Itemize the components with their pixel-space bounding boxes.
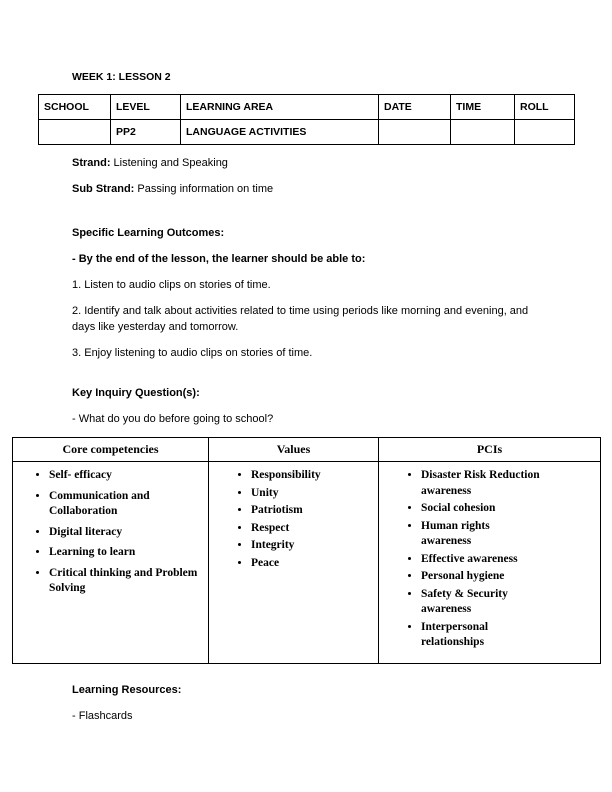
list-item: • Personal hygiene: [421, 569, 541, 585]
strand-line: [72, 155, 548, 171]
list-item: • Social cohesion: [421, 501, 541, 517]
list-item: • Peace: [251, 556, 376, 572]
list-item: • Safety & Security awareness: [421, 587, 541, 618]
header-roll: ROLL: [515, 95, 575, 120]
outcome-item-3: 3. Enjoy listening to audio clips on stories of time.: [72, 347, 313, 359]
key-inquiry-question: - What do you do before going to school?: [72, 413, 274, 425]
lesson-title: WEEK 1: LESSON 2: [72, 71, 171, 83]
outcome-item-1: 1. Listen to audio clips on stories of time.: [72, 279, 271, 291]
cell-level: PP2: [111, 120, 181, 145]
list-item: • Disaster Risk Reduction awareness: [421, 468, 541, 499]
core-competencies-cell: [13, 462, 209, 664]
header-learning-area: LEARNING AREA: [181, 95, 379, 120]
header-school: SCHOOL: [39, 95, 111, 120]
list-item: • Self- efficacy: [49, 468, 206, 484]
sub-strand-value: Passing information on time: [134, 183, 274, 195]
cell-school: [39, 120, 111, 145]
cell-time: [451, 120, 515, 145]
info-table-value-row: [39, 120, 575, 145]
pcis-list: [381, 468, 598, 651]
header-values: Values: [209, 438, 379, 462]
key-inquiry-heading: Key Inquiry Question(s):: [72, 387, 200, 399]
learning-resources-item: - Flashcards: [72, 709, 133, 722]
strand-value: Listening and Speaking: [110, 157, 228, 169]
list-item: • Critical thinking and Problem Solving: [49, 566, 206, 597]
header-time: TIME: [451, 95, 515, 120]
pcis-cell: [379, 462, 601, 664]
cell-date: [379, 120, 451, 145]
list-item: • Respect: [251, 521, 376, 537]
lesson-info-table: [38, 94, 575, 145]
values-cell: [209, 462, 379, 664]
values-list: [211, 468, 376, 571]
cell-roll: [515, 120, 575, 145]
competency-table-header-row: [13, 438, 601, 462]
header-level: LEVEL: [111, 95, 181, 120]
list-item: • Effective awareness: [421, 552, 541, 568]
sub-strand-label: Sub Strand:: [72, 183, 135, 195]
header-pcis: PCIs: [379, 438, 601, 462]
outcomes-intro: - By the end of the lesson, the learner should be able to:: [72, 253, 366, 265]
list-item: • Unity: [251, 486, 376, 502]
outcomes-heading: Specific Learning Outcomes:: [72, 227, 225, 239]
core-competencies-list: [15, 468, 206, 597]
list-item: • Digital literacy: [49, 525, 206, 541]
header-date: DATE: [379, 95, 451, 120]
strand-label: Strand:: [72, 157, 111, 169]
list-item: • Responsibility: [251, 468, 376, 484]
header-core-competencies: Core competencies: [13, 438, 209, 462]
list-item: • Patriotism: [251, 503, 376, 519]
list-item: • Interpersonal relationships: [421, 620, 541, 651]
learning-resources-heading: Learning Resources:: [72, 683, 182, 696]
competency-table-body-row: [13, 462, 601, 664]
competency-table: [12, 437, 601, 664]
cell-learning-area: LANGUAGE ACTIVITIES: [181, 120, 379, 145]
list-item: • Human rights awareness: [421, 519, 541, 550]
outcome-item-2: 2. Identify and talk about activities related to time using periods like morning and evening, and days like yesterday and tomorrow.: [72, 305, 529, 333]
list-item: • Learning to learn: [49, 545, 206, 561]
sub-strand-line: [72, 181, 548, 197]
info-table-header-row: [39, 95, 575, 120]
list-item: • Communication and Collaboration: [49, 489, 206, 520]
list-item: • Integrity: [251, 538, 376, 554]
